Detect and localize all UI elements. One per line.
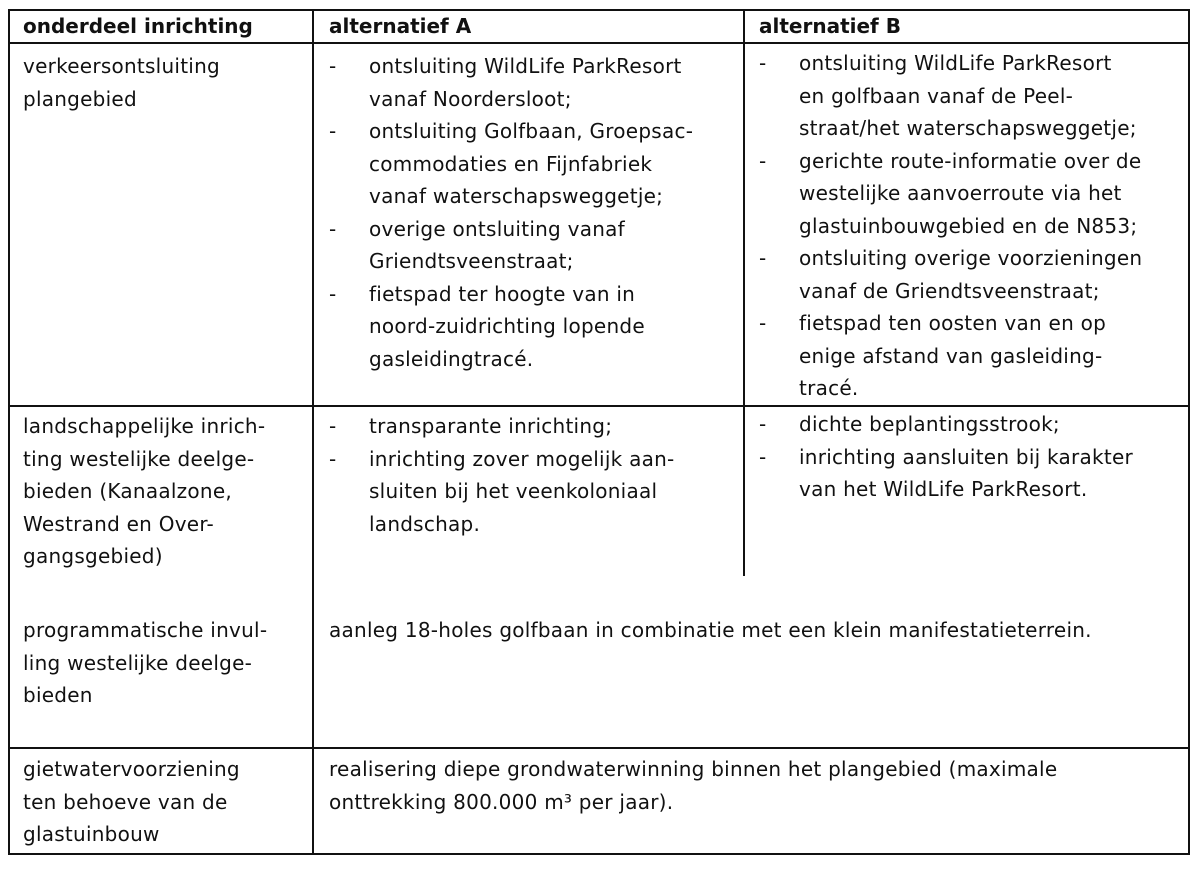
label-line: gietwatervoorziening [23,757,240,781]
label-line: Westrand en Over- [23,511,215,536]
item-line: vanaf Noordersloot; [369,86,572,111]
table-border-bottom [8,853,1190,855]
column-separator-2 [743,9,745,576]
list-item [759,307,1142,405]
merged-line: aanleg 18-holes golfbaan in combinatie met een klein manifestatieterrein. [329,618,1092,642]
list-item [759,441,1133,506]
item-line: en golfbaan vanaf de Peel- [799,83,1074,108]
list-item [329,410,675,443]
item-line: - ontsluiting Golfbaan, Groepsac- [369,119,694,143]
label-line: glastuinbouw [23,822,160,846]
item-line: - transparante inrichting; [369,414,613,438]
label-line: bieden [23,683,93,707]
row-3-merged [329,614,1092,647]
item-line: landschap. [369,511,481,536]
row-1-alternatief-b [759,47,1142,405]
row-4-merged [329,753,1057,818]
row-1-alternatief-a [329,50,693,375]
list-item [329,213,693,278]
item-line: westelijke aanvoerroute via het [799,181,1122,205]
item-line: - overige ontsluiting vanaf [369,216,625,241]
label-line: plangebied [23,86,137,111]
item-line: - ontsluiting WildLife ParkResort [369,54,682,78]
item-line: vanaf waterschapsweggetje; [369,184,664,208]
label-line: landschappelijke inrich- [23,414,266,438]
row-2-alternatief-b [759,408,1133,506]
item-line: vanaf de Griendtsveenstraat; [799,278,1100,303]
row-separator-1 [8,405,1190,407]
list-item [329,115,693,213]
row-separator-3 [8,747,1190,749]
item-line: noord-zuidrichting lopende [369,314,645,338]
comparison-table [8,9,1190,855]
header-separator [8,42,1190,44]
item-line: - inrichting aansluiten bij karakter [799,444,1133,469]
item-line: Griendtsveenstraat; [369,249,574,273]
row-2-label [23,410,265,573]
label-line: programmatische invul- [23,618,268,642]
item-line: - gerichte route-informatie over de [799,148,1142,173]
table-border-left [8,9,10,855]
list-item [759,408,1133,441]
row-3-label [23,614,267,712]
item-line: glastuinbouwgebied en de N853; [799,213,1138,238]
label-line: bieden (Kanaalzone, [23,479,232,503]
item-line: - ontsluiting overige voorzieningen [799,246,1143,270]
list-item [329,50,693,115]
item-line: gasleidingtracé. [369,346,534,371]
label-line: verkeersontsluiting [23,54,220,78]
item-line: - dichte beplantingsstrook; [799,412,1060,436]
row-1-label [23,50,220,115]
item-line: tracé. [799,376,859,400]
label-line: ling westelijke deelge- [23,650,253,675]
list-item [759,242,1142,307]
label-line: gangsgebied) [23,544,163,568]
list-item [759,47,1142,145]
item-line: - ontsluiting WildLife ParkResort [799,51,1112,75]
item-line: - fietspad ter hoogte van in [369,281,636,306]
header-onderdeel: onderdeel inrichting [23,14,253,38]
item-line: straat/het waterschapsweggetje; [799,116,1137,140]
merged-line: onttrekking 800.000 m³ per jaar). [329,789,674,814]
item-line: - inrichting zover mogelijk aan- [369,446,675,471]
label-line: ten behoeve van de [23,789,228,814]
list-item [329,443,675,541]
item-line: enige afstand van gasleiding- [799,343,1103,368]
label-line: ting westelijke deelge- [23,446,255,471]
header-alternatief-b: alternatief B [759,14,901,38]
merged-line: realisering diepe grondwaterwinning binnen het plangebied (maximale [329,757,1058,781]
item-line: - fietspad ten oosten van en op [799,311,1107,335]
row-4-label [23,753,240,851]
row-2-alternatief-a [329,410,675,540]
item-line: commodaties en Fijnfabriek [369,151,653,176]
header-alternatief-a: alternatief A [329,14,472,38]
item-line: van het WildLife ParkResort. [799,477,1088,501]
column-separator-1 [312,9,314,855]
table-border-right [1188,9,1190,855]
list-item [759,145,1142,243]
list-item [329,278,693,376]
item-line: sluiten bij het veenkoloniaal [369,479,658,503]
